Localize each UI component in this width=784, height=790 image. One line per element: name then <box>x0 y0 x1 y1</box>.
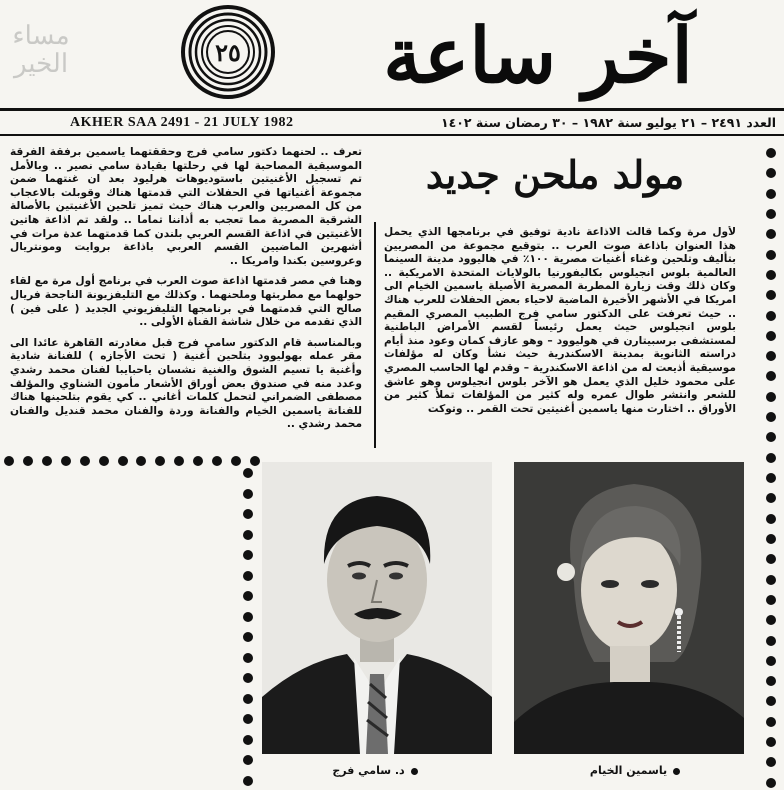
article-paragraph: وبالمناسبة قام الدكتور سامي فرج قبل مغادرته القاهرة عائدا الى مقر عمله بهوليوود بتلحين أغنية ( تحت الأجازه ) للفنانة شادية وأغنية يا تسيم الشوق والغنية نشسان ياحبايبا لفنان محمد رشدي وعدد منه في صندوق بعض أوراق الأشعار مأمون الشناوي والمؤلف مصطفى الضمراني لتحمل كلمات أغاني .. كي يقوم بتلحينها هناك للفنانة ياسمين الخيام والفنانة وردة والفنان محمد قنديل والفنان محمد رشدي .. <box>10 336 362 431</box>
dot-ornament <box>243 653 253 663</box>
dot-ornament <box>243 714 253 724</box>
dot-ornament <box>243 776 253 786</box>
dot-ornament <box>42 456 52 466</box>
caption-text: ياسمين الخيام <box>589 764 668 777</box>
dot-ornament <box>193 456 203 466</box>
dot-ornament <box>99 456 109 466</box>
dot-ornament <box>766 696 776 706</box>
magazine-logo: آخر ساعة <box>383 11 693 100</box>
dot-ornament <box>766 311 776 321</box>
dot-ornament <box>766 209 776 219</box>
dot-ornament <box>766 412 776 422</box>
portrait-photo-yasmine-elkhayam <box>514 462 744 754</box>
dot-ornament <box>766 331 776 341</box>
dot-ornament <box>243 612 253 622</box>
dotted-border-right <box>766 148 776 788</box>
caption-bullet-icon <box>411 768 418 775</box>
article-right-column: لأول مرة وكما قالت الاذاعة نادية توفيق في برنامجها الذي يحمل هذا العنوان باذاعة صوت العرب .. بتوقيع مجموعة من المصريين بتأليف وتلحين وغناء أغنيات مصرية ١٠٠٪ في هاليوود مدينة السينما العالمية بلوس انجيلوس بكاليفورنيا بالولايات المتحدة الامريكية .. وكان ذلك وقت زيارة المطربة المصرية الأصيلة ياسمين الخيام الى امريكا في الأشهر الأخيرة الماضية لاحياء بعض الحفلات للعرب هناك .. حيث تعرفت على الدكتور سامي فرج الطبيب المصري المقيم بلوس انجيلوس حيث يعمل رئيساً لقسم الأمراض الباطنية لمستشفى برسبيتارن في هوليوود – وهو عازف كمان وعود منذ أيام دراسته الثانوية بمدينة الاسكندرية حيث نشأ وكان له مؤلفات موسيقية أذيعت له من اذاعة الاسكندرية – وقدم لها الحاسب المصري على محمود خليل الذي يعمل هو الآخر بلوس انجيلوس وهو عاشق للشعر وانتشر طوال عمره وله كثير من المؤلفات تملأ كثير من الأوراق .. اختارت منها ياسمين أغنيتين تحت القمر .. وتوكت <box>384 226 736 415</box>
dot-ornament <box>766 371 776 381</box>
dot-ornament <box>243 632 253 642</box>
dot-ornament <box>243 468 253 478</box>
dot-ornament <box>766 189 776 199</box>
dot-ornament <box>766 392 776 402</box>
dot-ornament <box>243 550 253 560</box>
dot-ornament <box>136 456 146 466</box>
dot-ornament <box>766 229 776 239</box>
dot-ornament <box>23 456 33 466</box>
masthead-rule <box>0 108 784 111</box>
dot-ornament <box>766 757 776 767</box>
dot-ornament <box>61 456 71 466</box>
portrait-woman-icon <box>514 462 744 754</box>
dot-ornament <box>766 676 776 686</box>
dot-ornament <box>118 456 128 466</box>
dotted-border-horizontal <box>4 456 260 466</box>
dateline-arabic: العدد ٢٤٩١ – ٢١ يوليو سنة ١٩٨٢ – ٣٠ رمضان سنة ١٤٠٢ <box>441 115 776 130</box>
dot-ornament <box>212 456 222 466</box>
article-paragraph: تعرف .. لحنهما دكتور سامي فرج وحققتهما ياسمين برفقة الفرقة الموسيقية المصاحبة لها في رحلتها بقيادة سامي نصير .. وبالأمل تم تسجيل الأغنيتين باستوديوهات هرليود بعد ان غنتهما ضمن مجموعة أغنياتها في الحفلات التي قدمتها هناك وقوبلت بالاعجاب من كل المصريين والعرب هناك حيث تميز تلحين الأغنيتين بالأصالة الشرقية المصرية مما تعجب به أذاننا تماما .. ولقد تم اذاعة هاتين الأغنيتين في اذاعة القسم العربي بلندن كما قدمتهما عدة مرات في أشهرين الماضيين القسم العربي باذاعة بروايت ومونتريال وعروسين بكندا وامريكا .. <box>10 146 362 267</box>
dateline <box>0 112 784 134</box>
dot-ornament <box>231 456 241 466</box>
dot-ornament <box>766 737 776 747</box>
dot-ornament <box>250 456 260 466</box>
dot-ornament <box>243 571 253 581</box>
issue-number-badge <box>180 4 276 100</box>
dot-ornament <box>766 453 776 463</box>
dot-ornament <box>243 755 253 765</box>
dot-ornament <box>766 636 776 646</box>
dot-ornament <box>4 456 14 466</box>
article-headline: مولد ملحن جديد <box>425 152 685 197</box>
photo-caption-right <box>560 764 710 778</box>
dateline-rule <box>0 134 784 136</box>
dot-ornament <box>80 456 90 466</box>
dot-ornament <box>766 514 776 524</box>
article-paragraph: وهنا في مصر قدمتها اذاعة صوت العرب في برنامج أول مرة مع لقاء حولهما مع مطربتها وملحنهما . وكذلك مع التليفزيونة الناجحة فريال صالح التي قدمتهما في برنامجها التليفزيوني الجديد ( على فين ) الذي تقدمه من خلال شاشة القناة الأولى .. <box>10 275 362 329</box>
dot-ornament <box>766 493 776 503</box>
dot-ornament <box>243 591 253 601</box>
dot-ornament <box>766 554 776 564</box>
dot-ornament <box>766 778 776 788</box>
dot-ornament <box>766 351 776 361</box>
dot-ornament <box>766 250 776 260</box>
dotted-border-middle <box>243 468 253 786</box>
faded-magazine-mark: مساء الخير <box>12 21 70 79</box>
portrait-photo-sami-farag <box>262 462 492 754</box>
dot-ornament <box>243 530 253 540</box>
dot-ornament <box>766 168 776 178</box>
dot-ornament <box>766 656 776 666</box>
dot-ornament <box>243 735 253 745</box>
dot-ornament <box>243 673 253 683</box>
dot-ornament <box>766 148 776 158</box>
dot-ornament <box>766 717 776 727</box>
caption-bullet-icon <box>673 768 680 775</box>
dot-ornament <box>243 694 253 704</box>
column-divider <box>374 222 376 448</box>
dot-ornament <box>766 290 776 300</box>
caption-text: د. سامي فرج <box>332 764 405 777</box>
dot-ornament <box>766 432 776 442</box>
dateline-english: AKHER SAA 2491 - 21 JULY 1982 <box>70 115 294 130</box>
dot-ornament <box>243 509 253 519</box>
article-left-column <box>10 146 362 446</box>
dot-ornament <box>155 456 165 466</box>
portrait-man-icon <box>262 462 492 754</box>
badge-rings-icon <box>180 4 276 100</box>
dot-ornament <box>766 270 776 280</box>
issue-number-text: ٢٥ <box>215 38 241 67</box>
photo-caption-left <box>300 764 450 778</box>
dot-ornament <box>766 534 776 544</box>
dot-ornament <box>766 615 776 625</box>
dot-ornament <box>174 456 184 466</box>
dot-ornament <box>766 595 776 605</box>
dot-ornament <box>243 489 253 499</box>
dot-ornament <box>766 473 776 483</box>
dot-ornament <box>766 575 776 585</box>
